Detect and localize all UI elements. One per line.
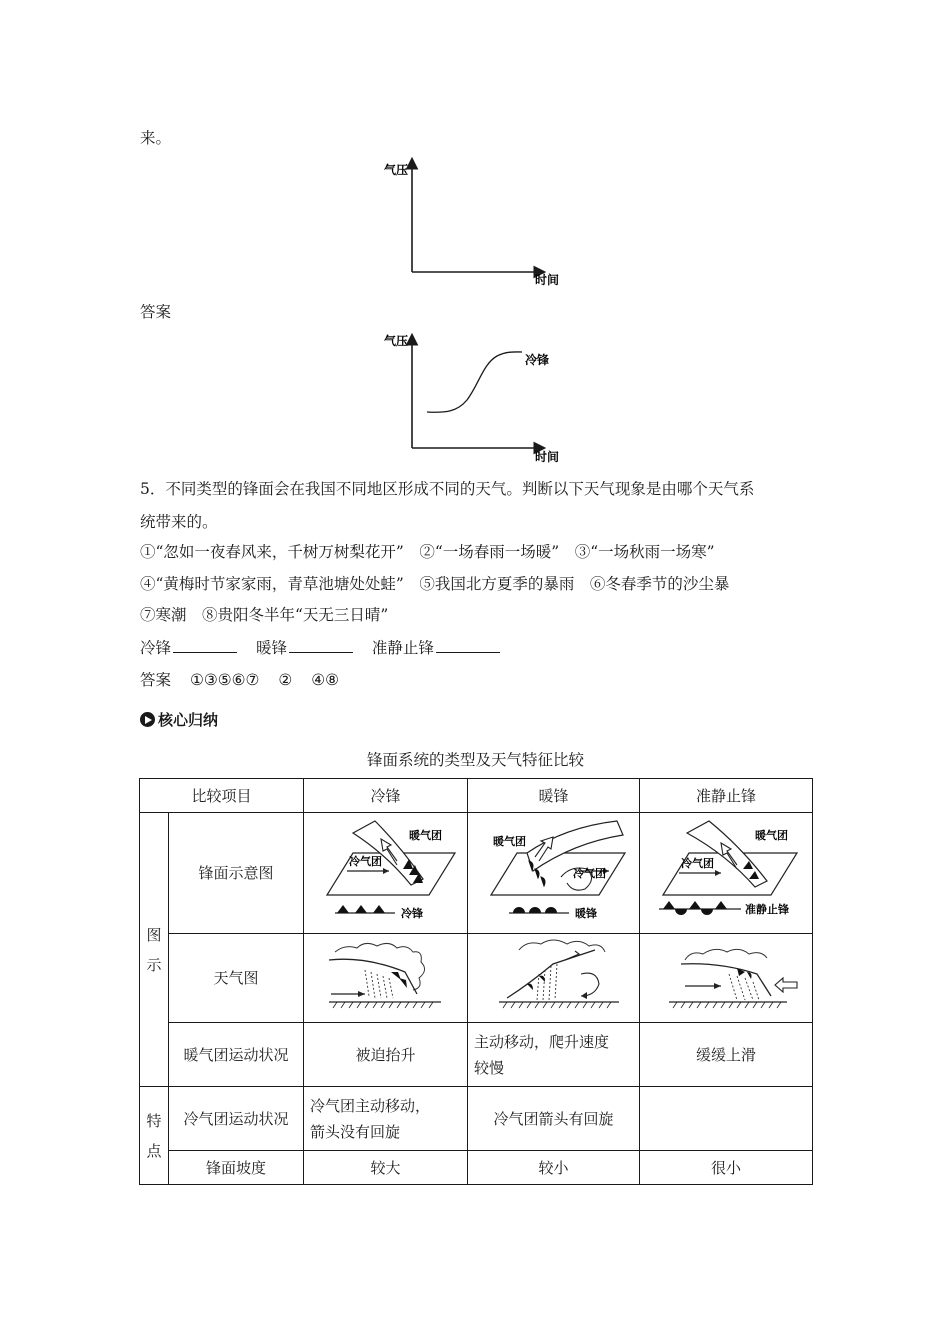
question5-line4: ④“黄梅时节家家雨，青草池塘处处蛙” ⑤我国北方夏季的暴雨 ⑥冬春季节的沙尘暴 (140, 575, 730, 593)
stationary-front-weather-map (641, 934, 812, 1014)
intro-text: 来。 (140, 129, 172, 147)
svg-text:暖气团: 暖气团 (492, 835, 526, 848)
cold-front-weather-map (305, 934, 467, 1014)
svg-text:暖气团: 暖气团 (408, 829, 442, 842)
stationary-warm-motion: 缓缓上滑 (640, 1023, 813, 1087)
question5-line3: ①“忽如一夜春风来，千树万树梨花开” ②“一场春雨一场暖” ③“一场秋雨一场寒” (140, 543, 715, 561)
group-feature: 特 点 (140, 1087, 169, 1185)
question5-line2: 统带来的。 (140, 513, 218, 531)
blank-label-warm: 暖锋 (255, 639, 287, 657)
stationary-front-weather-cell (640, 934, 813, 1023)
stationary-cold-motion (640, 1087, 813, 1151)
warm-warm-motion: 主动移动，爬升速度 较慢 (468, 1023, 640, 1087)
section-heading: 核心归纳 (140, 709, 218, 730)
stationary-front-diagram (641, 813, 812, 925)
warm-front-diagram-cell (468, 813, 640, 934)
question5-line5: ⑦寒潮 ⑧贵阳冬半年“天无三日晴” (140, 606, 389, 624)
y-axis-label: 气压 (384, 163, 409, 177)
blank-label-cold: 冷锋 (140, 639, 172, 657)
header-warm: 暖锋 (468, 779, 640, 813)
svg-text:冷锋: 冷锋 (400, 907, 423, 920)
table-header-row (140, 779, 813, 813)
play-circle-icon (140, 712, 155, 727)
warm-front-diagram (469, 813, 639, 925)
group-figure: 图 示 (140, 813, 169, 1087)
row-label-weather-map: 天气图 (169, 934, 304, 1023)
svg-text:暖气团: 暖气团 (754, 829, 788, 842)
blank-cold[interactable] (173, 638, 237, 653)
warm-front-weather-cell (468, 934, 640, 1023)
answer-label: 答案 (140, 303, 172, 321)
header-item: 比较项目 (140, 779, 304, 813)
header-stationary: 准静止锋 (640, 779, 813, 813)
pressure-time-axes-blank (375, 152, 575, 290)
table-row-diagram (140, 813, 813, 934)
stationary-slope: 很小 (640, 1151, 813, 1185)
blank-stationary[interactable] (436, 638, 500, 653)
answer-stationary: ④⑧ (311, 671, 340, 689)
row-label-slope: 锋面坡度 (169, 1151, 304, 1185)
row-label-cold-motion: 冷气团运动状况 (169, 1087, 304, 1151)
table-row-weather-map (140, 934, 813, 1023)
y-axis-label: 气压 (384, 334, 409, 348)
table-row-warm-motion (140, 1023, 813, 1087)
svg-text:冷气团: 冷气团 (348, 855, 382, 868)
table-row-slope (140, 1151, 813, 1185)
row-label-diagram: 锋面示意图 (169, 813, 304, 934)
cold-front-diagram-cell (304, 813, 468, 934)
table-row-cold-motion (140, 1087, 813, 1151)
stationary-front-diagram-cell (640, 813, 813, 934)
warm-front-weather-map (469, 934, 639, 1014)
pressure-time-cold-front-graph (375, 328, 575, 466)
answer-cold: ①③⑤⑥⑦ (189, 671, 260, 689)
question5-answer (140, 668, 339, 690)
front-comparison-table (139, 778, 813, 1185)
blank-label-stationary: 准静止锋 (371, 639, 434, 657)
svg-text:冷气团: 冷气团 (572, 867, 606, 880)
svg-text:准静止锋: 准静止锋 (744, 903, 789, 916)
answer-label: 答案 (140, 671, 172, 689)
header-cold: 冷锋 (304, 779, 468, 813)
question5-blanks (140, 636, 514, 658)
x-axis-label: 时间 (535, 450, 560, 464)
cold-warm-motion: 被迫抬升 (304, 1023, 468, 1087)
curve-label: 冷锋 (525, 353, 550, 367)
cold-cold-motion: 冷气团主动移动， 箭头没有回旋 (304, 1087, 468, 1151)
cold-slope: 较大 (304, 1151, 468, 1185)
row-label-warm-motion: 暖气团运动状况 (169, 1023, 304, 1087)
blank-warm[interactable] (289, 638, 353, 653)
cold-front-diagram (305, 813, 467, 925)
warm-cold-motion: 冷气团箭头有回旋 (468, 1087, 640, 1151)
svg-text:冷气团: 冷气团 (680, 857, 714, 870)
question5-line1: 5．不同类型的锋面会在我国不同地区形成不同的天气。判断以下天气现象是由哪个天气系 (140, 480, 755, 498)
pressure-curve (427, 352, 522, 412)
x-axis-label: 时间 (535, 273, 560, 287)
svg-text:暖锋: 暖锋 (574, 907, 597, 920)
table-caption: 锋面系统的类型及天气特征比较 (366, 751, 584, 769)
warm-slope: 较小 (468, 1151, 640, 1185)
cold-front-weather-cell (304, 934, 468, 1023)
answer-warm: ② (278, 671, 293, 689)
